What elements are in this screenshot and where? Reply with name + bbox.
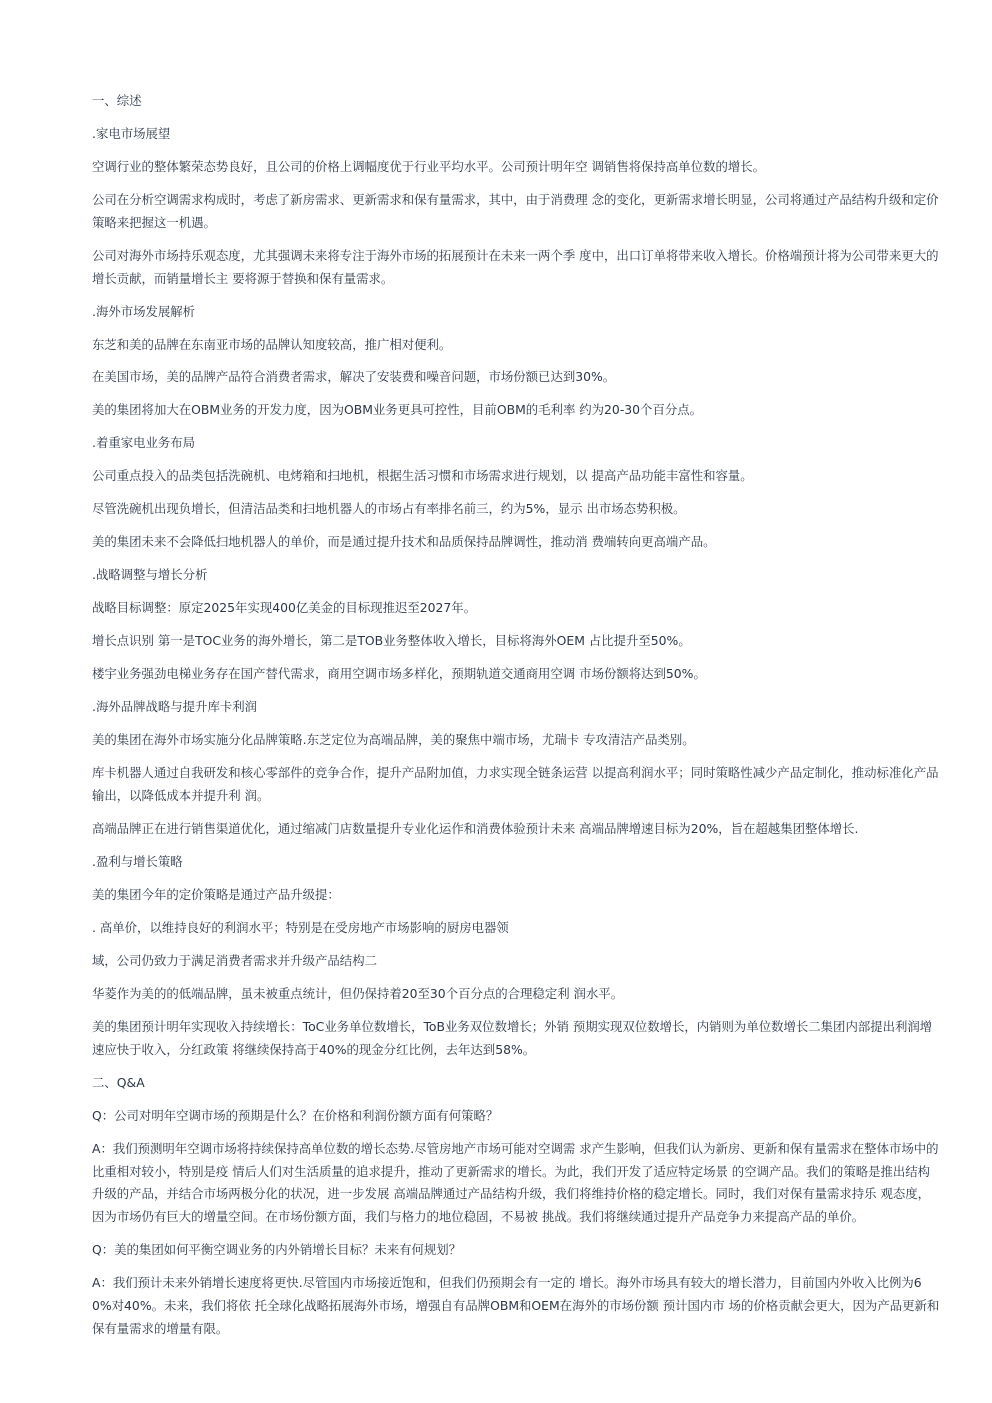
paragraph: 华菱作为美的的低端品牌，虽未被重点统计，但仍保持着20至30个百分点的合理稳定利 润水平。 xyxy=(92,986,624,1001)
subheading-overseas-brand-strategy: .海外品牌战略与提升库卡利润 xyxy=(92,699,258,715)
paragraph: 公司对海外市场持乐观态度，尤其强调未来将专注于海外市场的拓展预计在未来一两个季 度中，出口订单将带来收入增长。价格端预计将为公司带来更大的增长贡献，而销量增长主 要将源于替换和保有量需求。 xyxy=(92,247,939,286)
subheading-profit-growth: .盈利与增长策略 xyxy=(92,854,183,870)
paragraph: 东芝和美的品牌在东南亚市场的品牌认知度较高，推广相对便利。 xyxy=(92,336,452,352)
answer: A：我们预测明年空调市场将持续保持高单位数的增长态势.尽管房地产市场可能对空调需 求产生影响，但我们认为新房、更新和保有量需求在整体市场中的比重相对较小，特别是疫 情后人们对生活质量的追求提升，推动了更新需求的增长。为此，我们开发了适应特定场景 的空调产品。我们的策略是推出结构升级的产品，并结合市场两极分化的状况，进一步发展 高端品牌通过产品结构升级，我们将维持价格的稳定增长。同时，我们对保有量需求持乐 观态度，因为市场仍有巨大的增量空间。在市场份额方面，我们与格力的地位稳固，不易被 挑战。我们将继续通过提升产品竞争力来提高产品的单价。 xyxy=(92,1140,939,1225)
paragraph: 楼宇业务强劲电梯业务存在国产替代需求，商用空调市场多样化，预期轨道交通商用空调 市场份额将达到50%。 xyxy=(92,666,706,682)
paragraph: . 高单价，以维持良好的利润水平；特别是在受房地产市场影响的厨房电器领 xyxy=(92,920,509,936)
subheading-overseas-market: .海外市场发展解析 xyxy=(92,303,196,319)
paragraph: 在美国市场，美的品牌产品符合消费者需求，解决了安装费和噪音问题，市场份额已达到30%。 xyxy=(92,369,616,385)
section-heading-qa: 二、Q&A xyxy=(92,1074,145,1090)
subheading-strategy-adjustment: .战略调整与增长分析 xyxy=(92,567,208,583)
paragraph: 美的集团在海外市场实施分化品牌策略.东芝定位为高端品牌，美的聚焦中端市场，尤瑞卡 专攻清洁产品类别。 xyxy=(92,732,695,748)
paragraph: 库卡机器人通过自我研发和核心零部件的竞争合作，提升产品附加值，力求实现全链条运营 以提高利润水平；同时策略性减少产品定制化，推动标准化产品输出，以降低成本并提升利 润。 xyxy=(92,765,939,804)
paragraph: 公司在分析空调需求构成时，考虑了新房需求、更新需求和保有量需求，其中，由于消费理 念的变化，更新需求增长明显，公司将通过产品结构升级和定价策略来把握这一机遇。 xyxy=(92,191,939,230)
paragraph: 域，公司仍致力于满足消费者需求并升级产品结构二 xyxy=(92,953,377,969)
paragraph: 空调行业的整体繁荣态势良好，且公司的价格上调幅度优于行业平均水平。公司预计明年空 调销售将保持高单位数的增长。 xyxy=(92,158,766,174)
subheading-appliance-outlook: .家电市场展望 xyxy=(92,125,171,141)
paragraph: 增长点识别 第一是TOC业务的海外增长，第二是TOB业务整体收入增长，目标将海外OEM 占比提升至50%。 xyxy=(92,633,691,649)
paragraph: 美的集团预计明年实现收入持续增长：ToC业务单位数增长，ToB业务双位数增长；外销 预期实现双位数增长，内销则为单位数增长二集团内部提出利润增速应快于收入，分红政策 将继续保持高于40%的现金分红比例，去年达到58%。 xyxy=(92,1018,933,1057)
paragraph: 美的集团今年的定价策略是通过产品升级提： xyxy=(92,887,340,903)
paragraph: 公司重点投入的品类包括洗碗机、电烤箱和扫地机，根据生活习惯和市场需求进行规划，以 提高产品功能丰富性和容量。 xyxy=(92,468,753,484)
question: Q：公司对明年空调市场的预期是什么？在价格和利润份额方面有何策略？ xyxy=(92,1107,499,1123)
section-heading-overview: 一、综述 xyxy=(92,93,142,108)
paragraph: 高端品牌正在进行销售渠道优化，通过缩减门店数量提升专业化运作和消费体验预计未来 高端品牌增速目标为20%，旨在超越集团整体增长. xyxy=(92,821,859,837)
paragraph: 美的集团未来不会降低扫地机器人的单价，而是通过提升技术和品质保持品牌调性，推动消 费端转向更高端产品。 xyxy=(92,534,716,550)
subheading-home-appliance-layout: .着重家电业务布局 xyxy=(92,435,196,451)
question: Q：美的集团如何平衡空调业务的内外销增长目标？未来有何规划？ xyxy=(92,1242,462,1258)
paragraph: 美的集团将加大在OBM业务的开发力度，因为OBM业务更具可控性，目前OBM的毛利率 约为20-30个百分点。 xyxy=(92,402,703,418)
document-page xyxy=(92,90,940,1351)
paragraph: 战略目标调整：原定2025年实现400亿美金的目标现推迟至2027年。 xyxy=(92,600,477,616)
answer: A：我们预计未来外销增长速度将更快.尽管国内市场接近饱和，但我们仍预期会有一定的 增长。海外市场具有较大的增长潜力，目前国内外收入比例为60%对40%。未来，我们将依 托全球化战略拓展海外市场，增强自有品牌OBM和OEM在海外的市场份额 预计国内市 场的价格贡献会更大，因为产品更新和保有量需求的增量有限。 xyxy=(92,1275,940,1336)
paragraph: 尽管洗碗机出现负增长，但清洁品类和扫地机器人的市场占有率排名前三，约为5%，显示 出市场态势积极。 xyxy=(92,501,686,517)
